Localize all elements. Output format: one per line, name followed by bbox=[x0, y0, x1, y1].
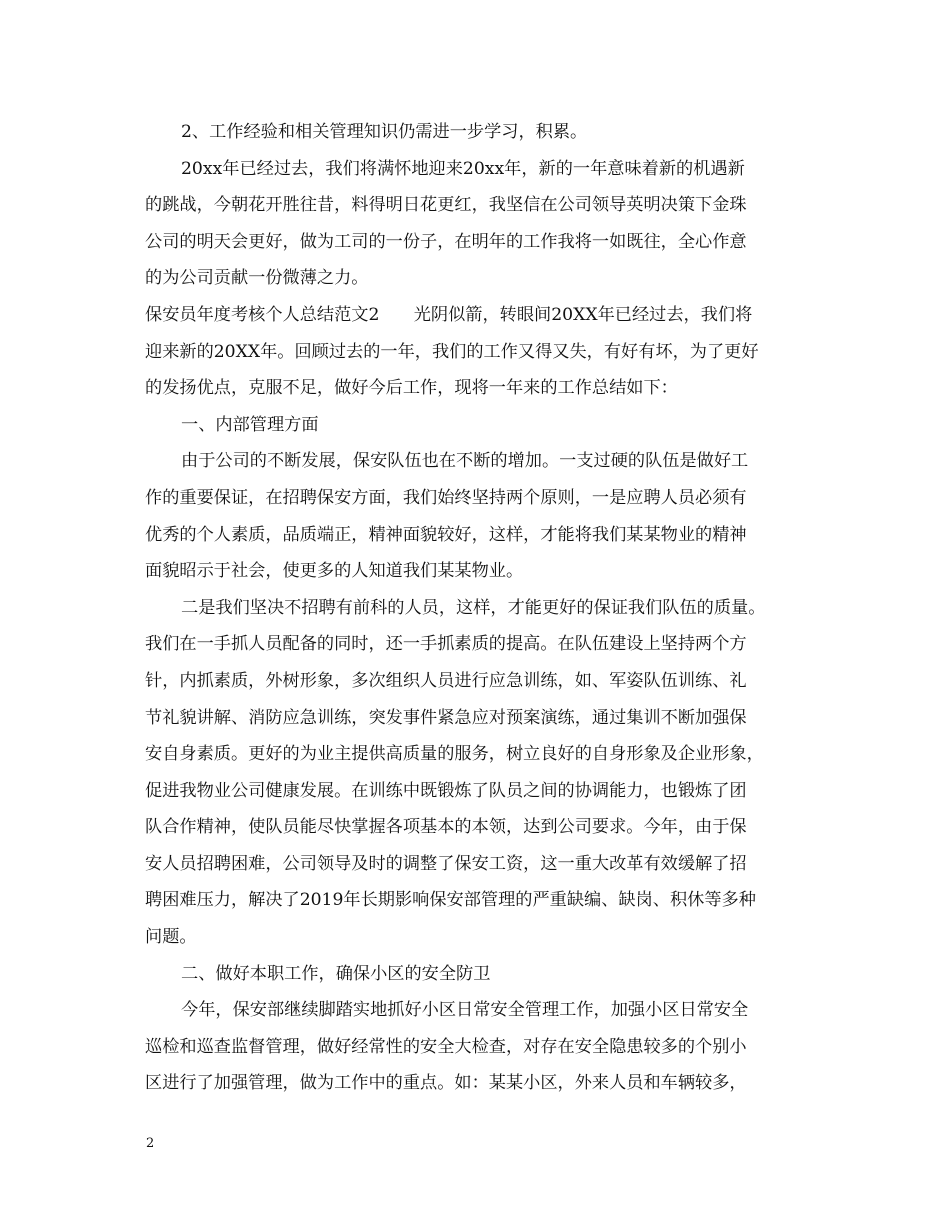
text-line: 一、内部管理方面 bbox=[181, 414, 319, 435]
text-line: 针，内抓素质，外树形象，多次组织人员进行应急训练，如、军姿队伍训练、礼 bbox=[145, 670, 747, 691]
text-line: 今年，保安部继续脚踏实地抓好小区日常安全管理工作，加强小区日常安全 bbox=[181, 1000, 749, 1021]
text-line: 优秀的个人素质，品质端正，精神面貌较好，这样，才能将我们某某物业的精神 bbox=[145, 524, 747, 545]
text-line: 2、工作经验和相关管理知识仍需进一步学习，积累。 bbox=[181, 122, 588, 142]
text-line: 保安员年度考核个人总结范文2 光阴似箭，转眼间20XX年已经过去，我们将 bbox=[145, 304, 753, 325]
text-line: 二、做好本职工作，确保小区的安全防卫 bbox=[181, 963, 491, 984]
text-line: 迎来新的20XX年。回顾过去的一年，我们的工作又得又失，有好有坏，为了更好 bbox=[145, 341, 759, 362]
text-line: 的跳战，今朝花开胜往昔，料得明日花更红，我坚信在公司领导英明决策下金珠 bbox=[145, 195, 747, 216]
text-line: 我们在一手抓人员配备的同时，还一手抓素质的提高。在队伍建设上坚持两个方 bbox=[145, 634, 747, 655]
text-line: 公司的明天会更好，做为工司的一份子，在明年的工作我将一如既往，全心作意 bbox=[145, 231, 747, 252]
text-line: 问题。 bbox=[145, 927, 197, 948]
page-number: 2 bbox=[146, 1136, 155, 1151]
text-line: 队合作精神，使队员能尽快掌握各项基本的本领，达到公司要求。今年，由于保 bbox=[145, 817, 747, 838]
text-line: 区进行了加强管理，做为工作中的重点。如：某某小区，外来人员和车辆较多， bbox=[145, 1073, 747, 1094]
text-line: 安人员招聘困难，公司领导及时的调整了保安工资，这一重大改革有效缓解了招 bbox=[145, 853, 747, 874]
text-line: 巡检和巡查监督管理，做好经常性的安全大检查，对存在安全隐患较多的个别小 bbox=[145, 1036, 747, 1057]
text-line: 由于公司的不断发展，保安队伍也在不断的增加。一支过硬的队伍是做好工 bbox=[181, 451, 749, 472]
text-line: 作的重要保证，在招聘保安方面，我们始终坚持两个原则，一是应聘人员必须有 bbox=[145, 487, 747, 508]
text-line: 20xx年已经过去，我们将满怀地迎来20xx年，新的一年意味着新的机遇新 bbox=[181, 158, 745, 179]
text-line: 节礼貌讲解、消防应急训练，突发事件紧急应对预案演练，通过集训不断加强保 bbox=[145, 707, 747, 728]
text-line: 安自身素质。更好的为业主提供高质量的服务，树立良好的自身形象及企业形象， bbox=[145, 744, 764, 765]
text-line: 面貌昭示于社会，使更多的人知道我们某某物业。 bbox=[145, 561, 524, 582]
text-line: 二是我们坚决不招聘有前科的人员，这样，才能更好的保证我们队伍的质量。 bbox=[181, 597, 766, 618]
text-line: 聘困难压力，解决了2019年长期影响保安部管理的严重缺编、缺岗、积休等多种 bbox=[145, 890, 756, 911]
text-line: 的发扬优点，克服不足，做好今后工作，现将一年来的工作总结如下： bbox=[145, 378, 678, 399]
document-body bbox=[145, 114, 805, 1102]
text-line: 促进我物业公司健康发展。在训练中既锻炼了队员之间的协调能力，也锻炼了团 bbox=[145, 780, 747, 801]
text-line: 的为公司贡献一份微薄之力。 bbox=[145, 268, 369, 289]
